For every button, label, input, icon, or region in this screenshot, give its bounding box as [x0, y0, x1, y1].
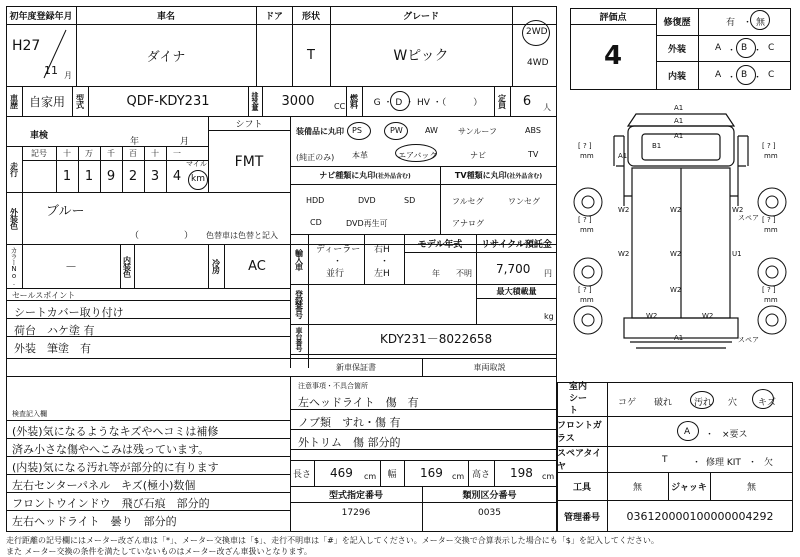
ext-grade-0: A	[715, 43, 722, 53]
recycle-yen: 円	[544, 269, 552, 278]
mileage-digit-1: 1	[84, 168, 94, 184]
inspection-notes-label: 検査記入欄	[12, 410, 47, 418]
exterior-label: 外装色	[9, 207, 19, 229]
inspection-note-line-1: 済み小さな傷やへこみは残っています。	[12, 443, 210, 456]
glass-x: ×要ス	[722, 430, 748, 440]
ext-grade-sep-1: ・	[753, 46, 763, 56]
jack-label: ジャッキ	[671, 482, 707, 493]
int-grade-sep-1: ・	[753, 73, 763, 83]
shape-value: T	[307, 47, 315, 63]
class-value: 0035	[478, 508, 501, 518]
color-no-value: －	[64, 259, 77, 274]
equipment-item-1: PW	[390, 126, 403, 135]
repair-yes: 有	[726, 18, 736, 28]
header-car-name: 車名	[156, 11, 175, 22]
mile-label: マイル	[186, 160, 207, 168]
import-dealer: ディーラー	[316, 245, 361, 255]
diag-u1: U1	[732, 250, 742, 258]
diag-w2-c1: W2	[670, 206, 682, 214]
drive-2wd: 2WD	[526, 27, 548, 37]
caution-line-2: 外トリム 傷 部分的	[298, 436, 401, 449]
height-label: 高さ	[471, 469, 490, 480]
max-load-kg: kg	[544, 312, 554, 321]
score-label: 評価点	[599, 12, 627, 23]
mgmt-value: 036120000100000004292	[626, 509, 774, 523]
length-label: 長さ	[292, 469, 311, 480]
spare-none: 欠	[764, 458, 774, 468]
sales-point-line-1: 荷台 ハケ塗 有	[14, 324, 95, 337]
navi-title: ナビ種類に丸印 (社外品含む)	[319, 170, 411, 180]
fuel-circle	[390, 91, 410, 111]
seat-item-0: コゲ	[618, 398, 637, 408]
width-cm: cm	[452, 472, 465, 481]
shift-label: シフト	[235, 119, 263, 130]
door-value	[256, 24, 292, 86]
navi-item-1: DVD	[358, 196, 376, 205]
max-load-label: 最大積載量	[496, 286, 537, 296]
equipment-item-6: エアバック	[398, 151, 438, 160]
width-label: 幅	[387, 469, 397, 480]
diag-spare-top: スペア	[738, 214, 759, 222]
equipment-item-7: ナビ	[470, 151, 486, 160]
diag-w2-b2: W2	[702, 312, 714, 320]
diag-spare-bottom: スペア	[738, 336, 759, 344]
type-no-label: 型式指定番号	[328, 490, 383, 501]
diag-a1-bottom: A1	[674, 334, 684, 342]
capacity-unit: 人	[543, 103, 551, 112]
header-door: ドア	[265, 11, 283, 22]
interior-label: 内装色	[122, 255, 132, 277]
diag-w2-l2: W2	[618, 250, 630, 258]
svg-text:mm: mm	[764, 226, 778, 234]
import-left-h: 左H	[374, 269, 390, 279]
repair-label: 修復歴	[663, 18, 691, 28]
mgmt-label: 管理番号	[563, 512, 600, 523]
equipment-item-2: AW	[425, 126, 438, 135]
equipment-item-0: PS	[352, 126, 362, 135]
km-label: km	[191, 174, 205, 184]
height-cm: cm	[542, 472, 555, 481]
svg-text:mm: mm	[580, 152, 594, 160]
inspection-note-line-0: (外装)気になるようなキズやヘコミは補修	[12, 425, 219, 438]
era-year: H27	[12, 38, 41, 54]
interior-grade-label: 内装	[667, 72, 686, 82]
chassis-value: KDY231－8022658	[380, 332, 493, 346]
diag-a1-left: A1	[618, 152, 628, 160]
navi-item-4: DVD再生可	[346, 219, 388, 228]
svg-text:mm: mm	[580, 226, 594, 234]
footer-line-2: また メーター交換の条件を満たしていないものはメーター改ざん車扱いとなります。	[6, 547, 312, 556]
navi-item-0: HDD	[306, 196, 325, 205]
diag-w2-c2: W2	[670, 250, 682, 258]
glass-circle	[677, 421, 699, 441]
seat-label: 室内シート	[569, 382, 588, 416]
tv-item-0: フルセグ	[452, 197, 484, 206]
int-grade-0: A	[715, 70, 722, 80]
height-value: 198	[510, 466, 533, 480]
mileage-digit-3: 2	[128, 168, 138, 184]
exterior-note: 色替車は色替と記入	[206, 231, 278, 240]
diag-bracket-tr: [ ? ]	[762, 142, 776, 150]
jack-value: 無	[746, 482, 756, 493]
glass-label: フロントガラス	[557, 421, 602, 444]
diag-b1: B1	[652, 142, 662, 150]
recycle-value: 7,700	[496, 262, 531, 276]
equipment-label: 装備品に丸印	[296, 127, 344, 136]
equipment-item-5: 本革	[352, 151, 368, 160]
displacement-value: 3000	[281, 93, 315, 109]
spare-label: スペアタイヤ	[557, 449, 602, 472]
model-label: 型式	[75, 94, 85, 108]
svg-text:mm: mm	[764, 152, 778, 160]
seat-item-4: キズ	[758, 398, 776, 408]
seat-item-3: 穴	[728, 398, 738, 408]
color-no-label: カラーNo.	[10, 246, 18, 286]
seat-item-1: 破れ	[654, 398, 673, 408]
mileage-unit-4: 十	[151, 148, 159, 158]
mileage-unit-5: 一	[173, 148, 181, 158]
registration-label: 登録番号	[294, 290, 304, 318]
seat-item-2: 汚れ	[694, 398, 713, 408]
car-name: ダイナ	[146, 49, 186, 65]
equipment-item-3: サンルーフ	[458, 127, 497, 136]
inspection-year: 年	[130, 137, 140, 147]
int-grade-1: B	[741, 70, 748, 80]
navi-item-3: CD	[310, 218, 322, 227]
int-grade-sep-0: ・	[727, 73, 737, 83]
shift-value: FMT	[234, 154, 264, 170]
ext-grade-1: B	[741, 43, 748, 53]
diag-a1-top1: A1	[674, 104, 684, 112]
category-label: 車歴	[9, 94, 19, 108]
score-value: 4	[603, 41, 623, 71]
inspection-note-line-2: (内装)気になる汚れ等が部分的に有ります	[12, 461, 219, 474]
mileage-kigo: 記号	[31, 148, 47, 158]
model-year-unit: 年	[432, 269, 440, 278]
ac-value: AC	[248, 258, 266, 274]
chassis-label: 車台番号	[295, 327, 303, 351]
exterior-paren: （ ）	[130, 231, 194, 241]
repair-circle	[750, 10, 770, 30]
svg-text:[ ? ]: [ ? ]	[578, 286, 592, 294]
sales-point-line-0: シートカバー取り付け	[14, 306, 124, 319]
repair-no: 無	[756, 18, 766, 28]
exterior-grade-label: 外装	[667, 44, 686, 55]
type-no-value: 17296	[341, 508, 371, 518]
car-damage-diagram	[566, 96, 794, 376]
capacity-value: 6	[522, 93, 532, 109]
record-label: 車両取説	[473, 362, 506, 372]
glass-a: A	[684, 427, 691, 437]
spare-t: T	[662, 455, 668, 465]
length-value: 469	[330, 466, 353, 480]
mileage-unit-2: 千	[107, 148, 115, 158]
diag-w2-l1: W2	[618, 206, 630, 214]
diag-a1-top2: A1	[674, 117, 684, 125]
width-value: 169	[420, 466, 443, 480]
caution-line-0: 左ヘッドライト 傷 有	[298, 396, 419, 409]
mileage-digit-2: 9	[106, 168, 116, 184]
tools-value: 無	[632, 482, 642, 493]
int-grade-2: C	[768, 70, 775, 80]
interior-value	[134, 244, 208, 288]
svg-text:[ ? ]: [ ? ]	[762, 286, 776, 294]
exterior-color: ブルー	[46, 204, 85, 219]
svg-text:[ ? ]: [ ? ]	[762, 216, 776, 224]
ext-grade-sep-0: ・	[727, 46, 737, 56]
reg-month: 11	[44, 64, 58, 77]
equipment-item-8: TV	[528, 150, 539, 159]
sales-point-label: セールスポイント	[12, 291, 76, 300]
mileage-unit-1: 万	[85, 148, 93, 158]
diag-w2-b1: W2	[646, 312, 658, 320]
svg-text:[ ? ]: [ ? ]	[578, 216, 592, 224]
spare-kit: 修理 KIT	[706, 458, 741, 468]
mileage-digit-5: 4	[172, 168, 182, 184]
navi-item-2: SD	[404, 196, 416, 205]
header-shape: 形状	[301, 11, 320, 22]
diag-bracket-tl: [ ? ]	[578, 142, 592, 150]
diag-w2-c3: W2	[670, 286, 682, 294]
ext-grade-2: C	[768, 43, 775, 53]
header-reg-year: 初年度登録年月	[9, 11, 73, 22]
month-unit: 月	[64, 71, 72, 80]
tv-title: TV種類に丸印 (社外品含む)	[454, 170, 543, 180]
model-value: QDF-KDY231	[126, 93, 210, 109]
model-year-label: モデル年式	[417, 239, 463, 250]
svg-text:mm: mm	[764, 296, 778, 304]
inspection-note-line-4: フロントウインドウ 飛び石痕 部分的	[12, 497, 210, 510]
footer-line-1: 走行距離の記号欄にはメーター改ざん車は「*」、メーター交換車は「$」、走行不明車は「#」を記入してください。メーター交換で合算表示した場合にも「$」を記入してください。	[6, 536, 659, 545]
fuel-options: G ・ D ・ HV ・（ ）	[373, 97, 483, 108]
diag-a1-top3: A1	[674, 132, 684, 140]
import-right-h: 右H	[374, 245, 390, 255]
caution-label: 注意事項・不具合箇所	[298, 382, 368, 390]
equipment-item-4: ABS	[525, 126, 541, 135]
recycle-label: リサイクル預託金	[481, 239, 552, 250]
mileage-unit-3: 百	[129, 148, 137, 158]
category-value: 自家用	[28, 94, 65, 109]
class-label: 類別区分番号	[462, 490, 517, 501]
mileage-unit-0: 十	[63, 148, 71, 158]
tv-item-1: ワンセグ	[508, 197, 540, 206]
mileage-label: 走行	[9, 162, 19, 176]
cc-unit: CC	[334, 102, 346, 111]
manual-label: 新車保証書	[336, 362, 376, 372]
drive-4wd: 4WD	[527, 58, 549, 68]
inspection-month: 月	[180, 137, 190, 147]
model-year-unknown: 不明	[456, 269, 472, 278]
length-cm: cm	[364, 472, 377, 481]
inspection-note-line-5: 左右ヘッドライト 曇り 部分的	[12, 515, 177, 528]
caution-line-1: ノブ類 すれ・傷 有	[298, 416, 401, 429]
capacity-label: 定員	[497, 94, 507, 108]
tv-item-2: アナログ	[452, 219, 484, 228]
equipment-sub: (純正のみ)	[296, 153, 335, 162]
import-label: 輸入車	[294, 248, 304, 270]
displacement-label: 排気量	[251, 92, 259, 110]
inspection-note-line-3: 左右センターパネル キズ(極小)数個	[12, 479, 196, 492]
diag-w2-r1: W2	[732, 206, 744, 214]
import-parallel: 並行	[326, 269, 345, 279]
mileage-digit-0: 1	[62, 168, 72, 184]
fuel-label: 燃料	[349, 94, 359, 108]
svg-text:mm: mm	[580, 296, 594, 304]
grade-value: Wピック	[393, 48, 449, 64]
sales-point-line-2: 外装 筆塗 有	[14, 342, 91, 355]
tools-label: 工具	[572, 482, 591, 493]
inspection-label: 車検	[30, 131, 49, 141]
mileage-digit-4: 3	[150, 168, 160, 184]
header-grade: グレード	[402, 11, 439, 22]
ac-label: 冷房	[211, 259, 221, 273]
